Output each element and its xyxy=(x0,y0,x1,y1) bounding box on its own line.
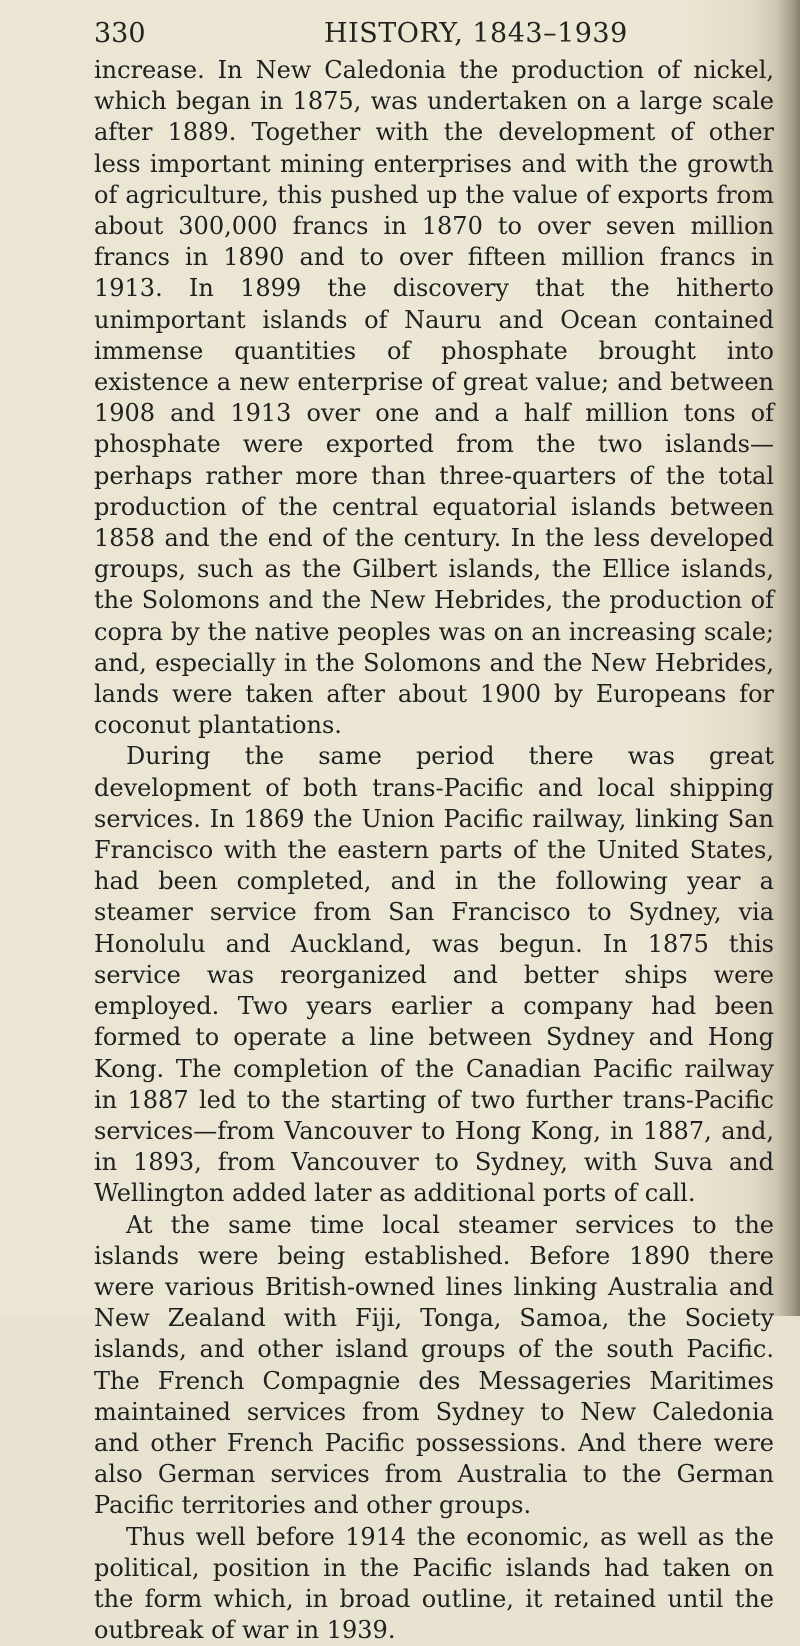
running-head xyxy=(94,14,770,54)
running-title: HISTORY, 1843–1939 xyxy=(324,18,628,49)
paragraph: increase. In New Caledonia the production of nickel, which began in 1875, was undertaken on a large scale after 1889. Together with the development of other less important mining enterprises and with the growth of agriculture, this pushed up the value of exports from about 300,000 francs in 1870 to over seven million francs in 1890 and to over fifteen million francs in 1913. In 1899 the discovery that the hitherto unimportant islands of Nauru and Ocean contained immense quantities of phosphate brought into existence a new enterprise of great value; and between 1908 and 1913 over one and a half million tons of phosphate were exported from the two islands—perhaps rather more than three-quarters of the total production of the central equatorial islands between 1858 and the end of the century. In the less developed groups, such as the Gilbert islands, the Ellice islands, the Solomons and the New Hebrides, the production of copra by the native peoples was on an increasing scale; and, especially in the Solomons and the New Hebrides, lands were taken after about 1900 by Europeans for coconut plantations. xyxy=(94,56,774,740)
body-text xyxy=(94,55,774,1646)
paragraph: Thus well before 1914 the economic, as well as the political, position in the Pacific islands had taken on the form which, in broad outline, it retained until the outbreak of war in 1939. xyxy=(94,1522,774,1645)
paragraph: During the same period there was great development of both trans-Pacific and local shipping services. In 1869 the Union Pacific railway, linking San Francisco with the eastern parts of the United States, had been completed, and in the following year a steamer service from San Francisco to Sydney, via Honolulu and Auckland, was begun. In 1875 this service was reorganized and better ships were employed. Two years earlier a company had been formed to operate a line between Sydney and Hong Kong. The completion of the Canadian Pacific railway in 1887 led to the starting of two further trans-Pacific services—from Vancouver to Hong Kong, in 1887, and, in 1893, from Vancouver to Sydney, with Suva and Wellington added later as additional ports of call. xyxy=(94,742,774,1208)
page-edge-shadow xyxy=(778,0,800,1316)
page-number: 330 xyxy=(94,18,146,49)
paragraph: At the same time local steamer services to the islands were being established. Before 1890 there were various British-owned lines linking Australia and New Zealand with Fiji, Tonga, Samoa, the Society islands, and other island groups of the south Pacific. The French Compagnie des Messageries Maritimes maintained services from Sydney to New Caledonia and other French Pacific possessions. And there were also German services from Australia to the German Pacific territories and other groups. xyxy=(94,1210,774,1520)
